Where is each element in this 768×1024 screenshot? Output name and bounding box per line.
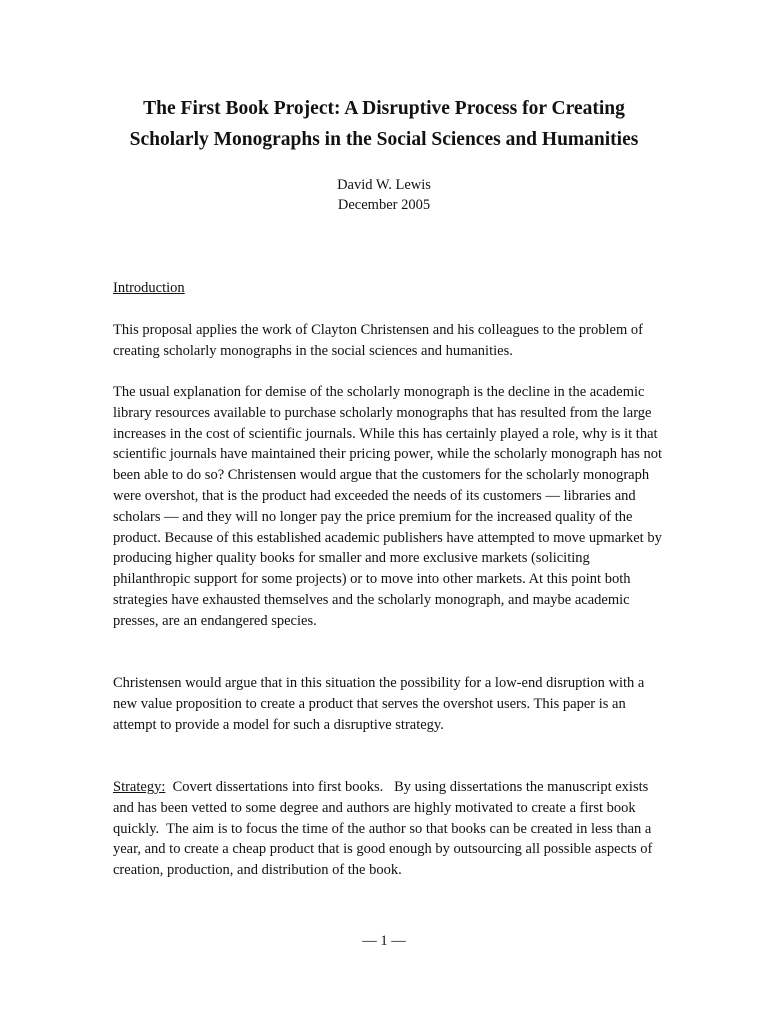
- publication-date: December 2005: [337, 197, 431, 213]
- page-number: — 1 —: [362, 933, 406, 949]
- paragraph-3: Christensen would argue that in this situation the possibility for a low-end disruption with a new value proposition to create a product that serves the overshot users. This paper is an attempt to provide a model for such a disruptive strategy.: [113, 675, 645, 733]
- paragraph-2: The usual explanation for demise of the scholarly monograph is the decline in the academic library resources available to purchase scholarly monographs that has resulted from the large increases in the cost of scientific journals. While this has certainly played a role, why is it that scientific journals have maintained their pricing power, while the scholarly monograph has not been able to do so? Christensen would argue that the customers for the scholarly monograph were overshot, that is the product had exceeded the needs of its customers — libraries and scholars — and they will no longer pay the price premium for the increased quality of the product. Because of this established academic publishers have attempted to move upmarket by producing higher quality books for smaller and more exclusive markets (soliciting philanthropic support for some projects) or to move into other markets. At this point both strategies have exhausted themselves and the scholarly monograph, and maybe academic presses, are an endangered species.: [113, 384, 663, 629]
- introduction-heading-text: Introduction: [113, 280, 185, 296]
- section-heading-introduction: [113, 278, 663, 299]
- strategy-text: Covert dissertations into first books. By using dissertations the manuscript exists and has been vetted to some degree and authors are highly motivated to create a first book quickly. The aim is to focus the time of the author so that books can be created in less than a year, and to create a cheap product that is good enough by outsourcing all possible aspects of creation, production, and distribution of the book.: [113, 779, 657, 879]
- title-line-2: Scholarly Monographs in the Social Sciences and Humanities: [129, 129, 639, 150]
- paragraph-strategy: [113, 777, 663, 881]
- strategy-label: Strategy:: [113, 779, 166, 795]
- author-block: [60, 175, 708, 215]
- author-name: David W. Lewis: [337, 177, 431, 193]
- paragraph-1: This proposal applies the work of Clayton Christensen and his colleagues to the problem of creating scholarly monographs in the social sciences and humanities.: [113, 322, 643, 359]
- title-line-1: The First Book Project: A Disruptive Process for Creating: [143, 98, 625, 119]
- document-title: [60, 93, 708, 155]
